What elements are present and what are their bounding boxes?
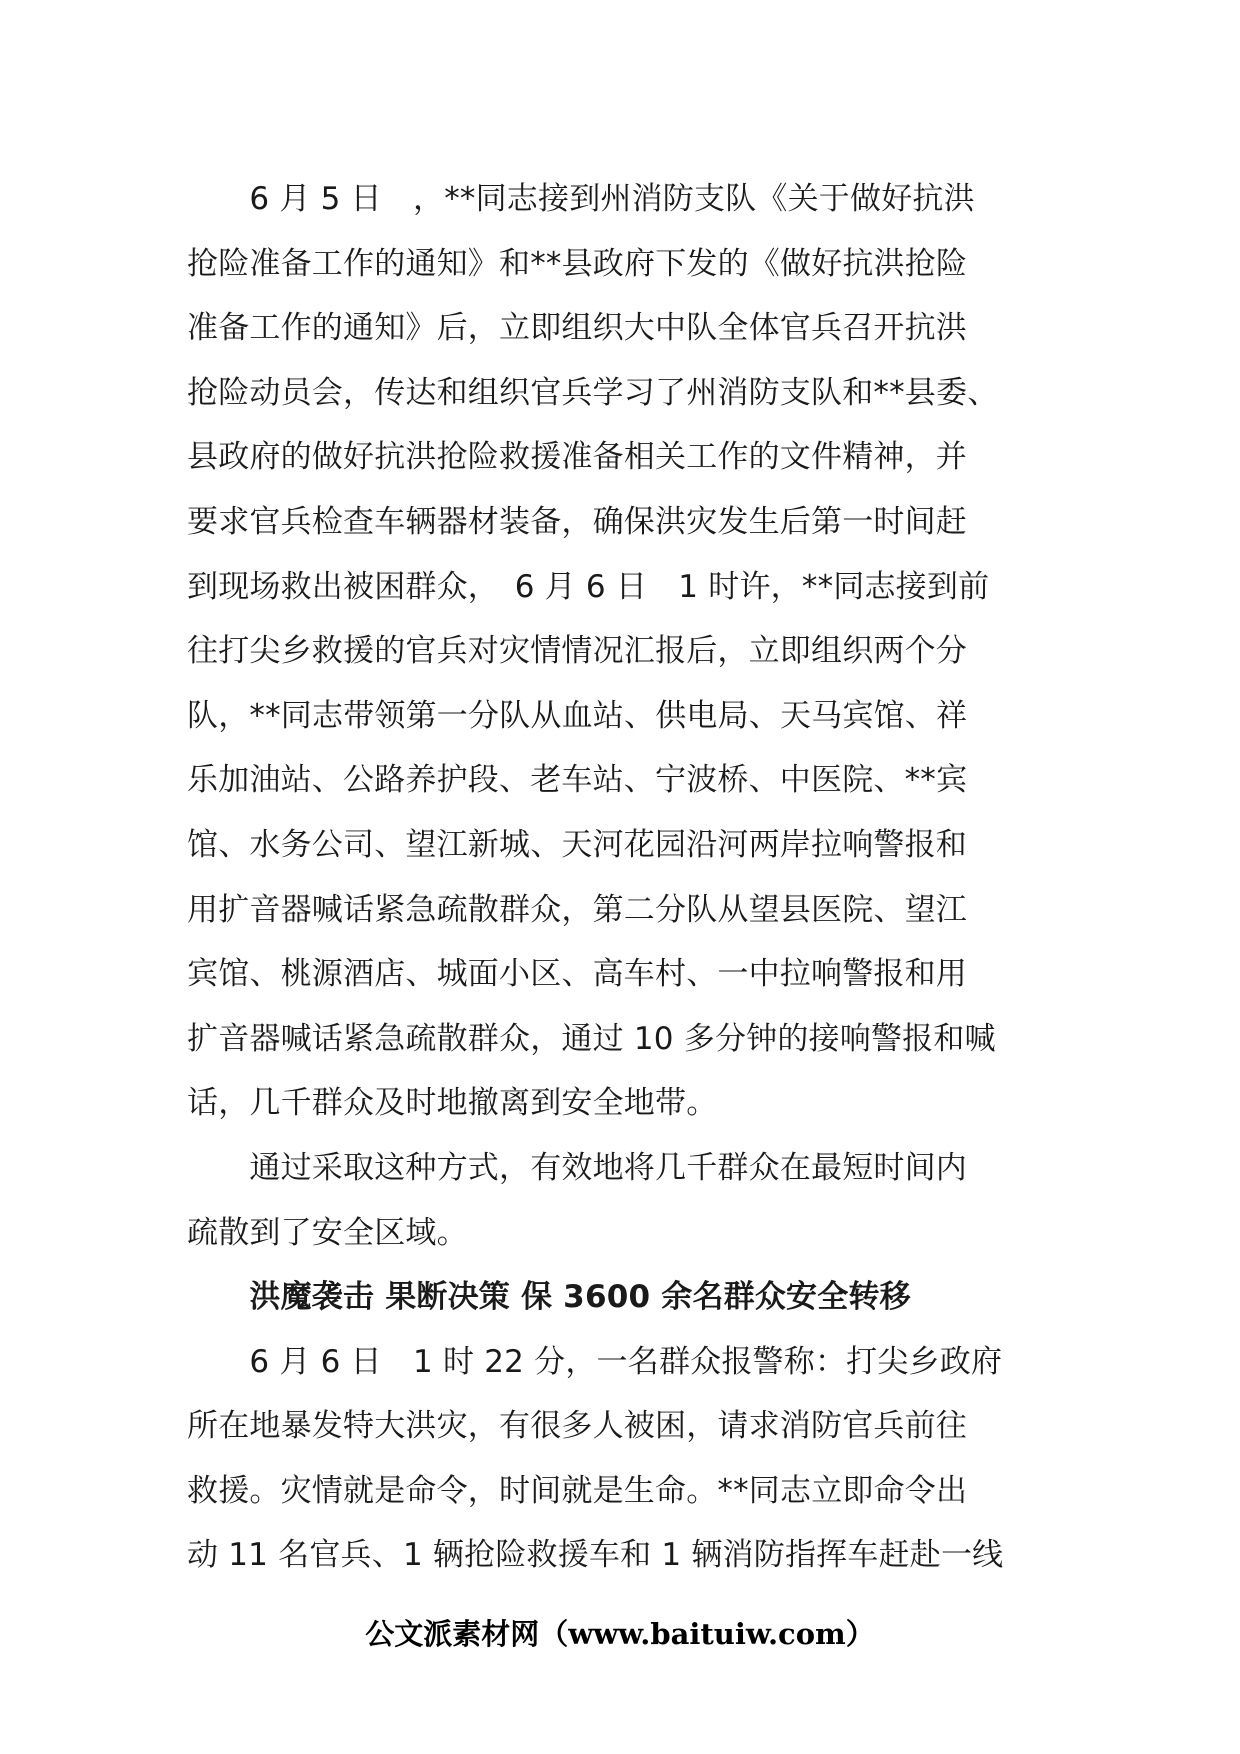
paragraph-line: 疏散到了安全区域。 bbox=[187, 1214, 468, 1251]
paragraph-line: 宾馆、桃源酒店、城面小区、高车村、一中拉响警报和用 bbox=[187, 956, 967, 993]
paragraph-line: 馆、水务公司、望江新城、天河花园沿河两岸拉响警报和 bbox=[187, 826, 967, 863]
document-body bbox=[187, 167, 1067, 1588]
paragraph-line: 所在地暴发特大洪灾，有很多人被困，请求消防官兵前往 bbox=[187, 1408, 967, 1445]
paragraph-line: 到现场救出被困群众， 6 月 6 日 1 时许，**同志接到前 bbox=[187, 568, 990, 605]
paragraph-line: 话，几千群众及时地撤离到安全地带。 bbox=[187, 1085, 718, 1122]
paragraph-line: 队，**同志带领第一分队从血站、供电局、天马宾馆、祥 bbox=[187, 697, 968, 734]
paragraph-line: 抢险动员会，传达和组织官兵学习了州消防支队和**县委、 bbox=[187, 374, 999, 411]
paragraph-line: 救援。灾情就是命令，时间就是生命。**同志立即命令出 bbox=[187, 1472, 968, 1509]
paragraph-line: 6 月 5 日 ，**同志接到州消防支队《关于做好抗洪 bbox=[187, 181, 975, 217]
paragraph-line: 要求官兵检查车辆器材装备，确保洪灾发生后第一时间赶 bbox=[187, 503, 967, 540]
paragraph-line: 6 月 6 日 1 时 22 分，一名群众报警称：打尖乡政府 bbox=[187, 1343, 1003, 1380]
paragraph-line: 县政府的做好抗洪抢险救援准备相关工作的文件精神，并 bbox=[187, 439, 967, 476]
paragraph-line: 抢险准备工作的通知》和**县政府下发的《做好抗洪抢险 bbox=[187, 245, 968, 282]
paragraph-line: 乐加油站、公路养护段、老车站、宁波桥、中医院、**宾 bbox=[187, 762, 968, 799]
watermark-footer: 公文派素材网（www.baituiw.com） bbox=[365, 1617, 875, 1651]
section-heading: 洪魔袭击 果断决策 保 3600 余名群众安全转移 bbox=[187, 1279, 911, 1316]
paragraph-line: 动 11 名官兵、1 辆抢险救援车和 1 辆消防指挥车赶赴一线 bbox=[187, 1537, 1004, 1574]
paragraph-line: 扩音器喊话紧急疏散群众，通过 10 多分钟的接响警报和喊 bbox=[187, 1020, 996, 1057]
paragraph-line: 往打尖乡救援的官兵对灾情情况汇报后，立即组织两个分 bbox=[187, 633, 967, 670]
paragraph-line: 用扩音器喊话紧急疏散群众，第二分队从望县医院、望江 bbox=[187, 891, 967, 928]
paragraph-line: 通过采取这种方式，有效地将几千群众在最短时间内 bbox=[187, 1149, 967, 1186]
paragraph-line: 准备工作的通知》后，立即组织大中队全体官兵召开抗洪 bbox=[187, 310, 967, 347]
